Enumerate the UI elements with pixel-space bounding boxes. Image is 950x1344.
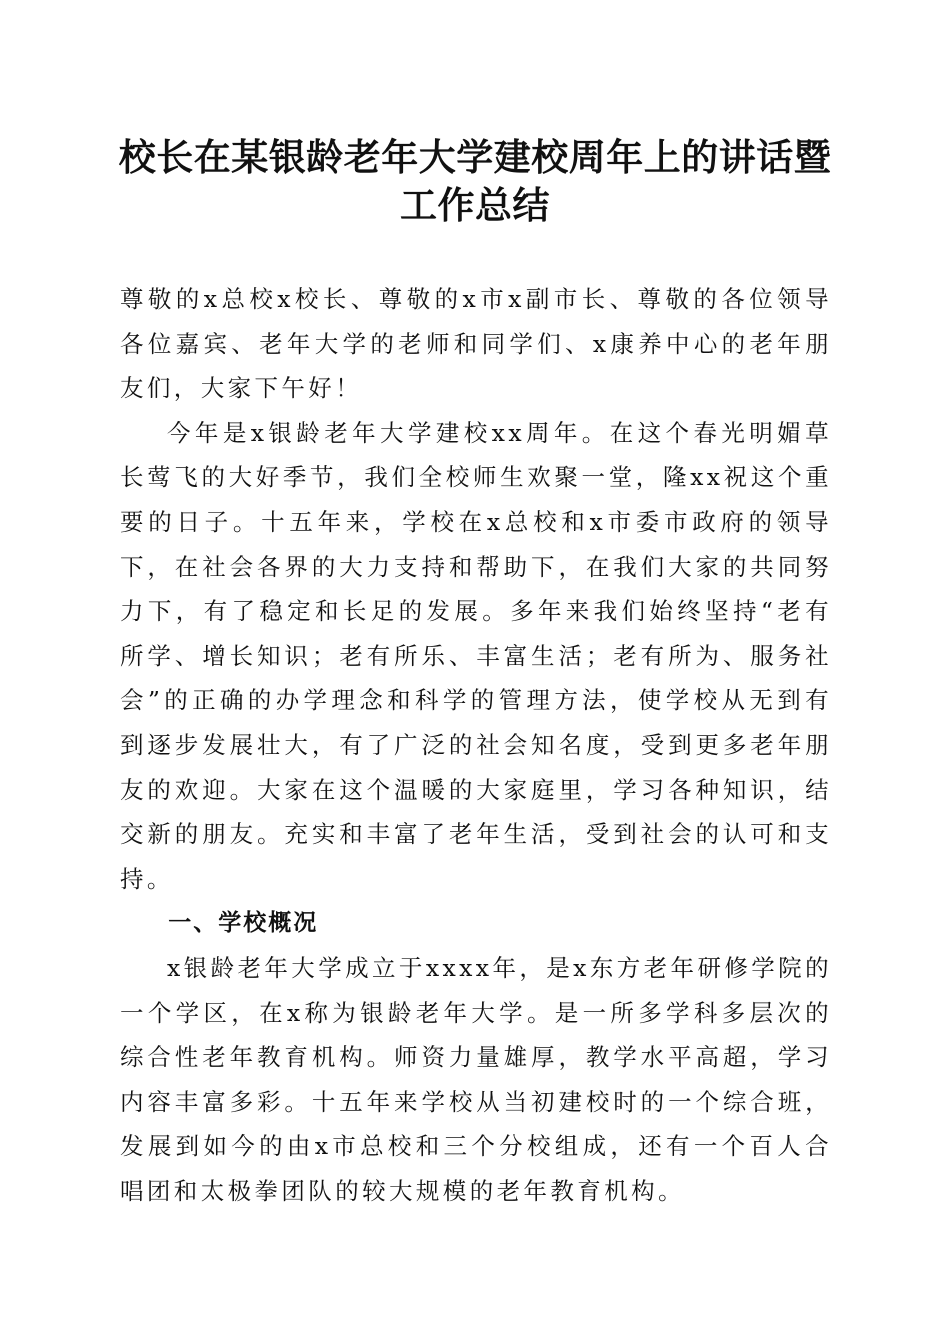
document-body (120, 277, 832, 1213)
section-heading-school-overview: 一、学校概况 (168, 910, 319, 937)
intro-paragraph: 今年是x银龄老年大学建校xx周年。在这个春光明媚草长莺飞的大好季节，我们全校师生欢聚一堂，隆xx祝这个重要的日子。十五年来，学校在x总校和x市委市政府的领导下，在社会各界的大力支持和帮助下，在我们大家的共同努力下，有了稳定和长足的发展。多年来我们始终坚持“老有所学、增长知识；老有所乐、丰富生活；老有所为、服务社会”的正确的办学理念和科学的管理方法，使学校从无到有到逐步发展壮大，有了广泛的社会知名度，受到更多老年朋友的欢迎。大家在这个温暖的大家庭里，学习各种知识，结交新的朋友。充实和丰富了老年生活，受到社会的认可和支持。 (120, 418, 832, 893)
salutation-paragraph: 尊敬的x总校x校长、尊敬的x市x副市长、尊敬的各位领导各位嘉宾、老年大学的老师和同学们、x康养中心的老年朋友们，大家下午好！ (120, 285, 832, 403)
document-title: 校长在某银龄老年大学建校周年上的讲话暨工作总结 (118, 135, 832, 227)
school-overview-paragraph: x银龄老年大学成立于xxxx年，是x东方老年研修学院的一个学区，在x称为银龄老年大学。是一所多学科多层次的综合性老年教育机构。师资力量雄厚，教学水平高超，学习内容丰富多彩。十五年来学校从当初建校时的一个综合班，发展到如今的由x市总校和三个分校组成，还有一个百人合唱团和太极拳团队的较大规模的老年教育机构。 (120, 953, 832, 1205)
